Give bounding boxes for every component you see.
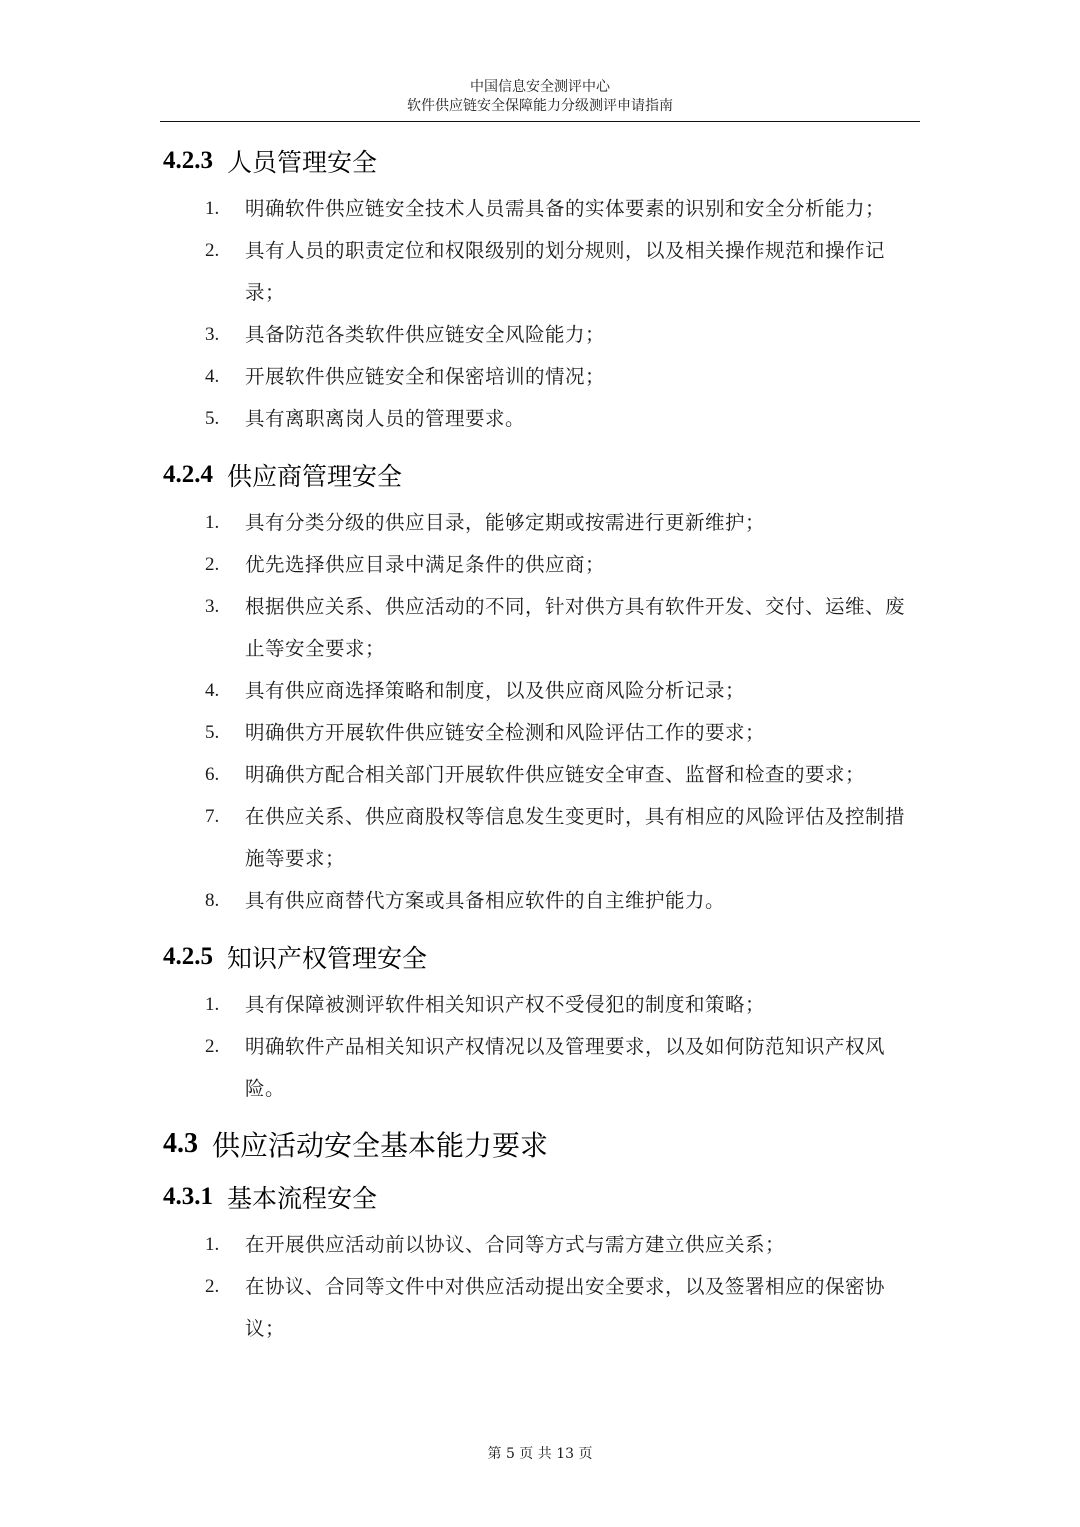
item-text: 优先选择供应目录中满足条件的供应商； (245, 553, 606, 576)
item-text: 明确供方开展软件供应链安全检测和风险评估工作的要求； (245, 721, 766, 744)
item-number: 1. (205, 512, 220, 533)
heading-4-3-1 (163, 1174, 923, 1220)
heading-4-2-3 (163, 138, 923, 184)
item-number: 1. (205, 198, 220, 219)
item-text: 明确软件产品相关知识产权情况以及管理要求，以及如何防范知识产权风险。 (245, 1035, 886, 1100)
item-text: 具有供应商选择策略和制度，以及供应商风险分析记录； (245, 679, 746, 702)
list-item (163, 1266, 923, 1350)
item-number: 5. (205, 722, 220, 743)
item-number: 6. (205, 764, 220, 785)
list-item (163, 880, 923, 922)
header-doc-title: 软件供应链安全保障能力分级测评申请指南 (407, 98, 673, 114)
item-text: 具备防范各类软件供应链安全风险能力； (245, 323, 606, 346)
header-divider (160, 121, 920, 122)
list-item (163, 586, 923, 670)
list-item (163, 356, 923, 398)
heading-title: 知识产权管理安全 (227, 944, 428, 973)
document-body (163, 138, 923, 1350)
heading-number: 4.2.4 (163, 461, 213, 488)
list-item (163, 1224, 923, 1266)
page-footer: 第 5 页 共 13 页 (487, 1446, 593, 1462)
item-text: 具有供应商替代方案或具备相应软件的自主维护能力。 (245, 889, 726, 912)
heading-number: 4.2.3 (163, 147, 213, 174)
list-item (163, 796, 923, 880)
list-4-2-3 (163, 188, 923, 440)
heading-4-3 (163, 1118, 923, 1170)
list-item (163, 1026, 923, 1110)
header-org: 中国信息安全测评中心 (470, 79, 610, 95)
item-number: 3. (205, 596, 220, 617)
heading-title: 基本流程安全 (227, 1184, 378, 1213)
item-text: 具有人员的职责定位和权限级别的划分规则，以及相关操作规范和操作记录； (245, 239, 886, 304)
list-item (163, 754, 923, 796)
item-number: 1. (205, 1234, 220, 1255)
list-item (163, 398, 923, 440)
page-header (160, 78, 920, 116)
heading-4-2-5 (163, 934, 923, 980)
heading-title: 人员管理安全 (227, 148, 378, 177)
list-4-2-5 (163, 984, 923, 1110)
item-text: 具有保障被测评软件相关知识产权不受侵犯的制度和策略； (245, 993, 766, 1016)
item-text: 开展软件供应链安全和保密培训的情况； (245, 365, 606, 388)
list-item (163, 984, 923, 1026)
item-number: 2. (205, 240, 220, 261)
heading-number: 4.2.5 (163, 943, 213, 970)
item-number: 1. (205, 994, 220, 1015)
item-text: 根据供应关系、供应活动的不同，针对供方具有软件开发、交付、运维、废止等安全要求； (245, 595, 906, 660)
list-4-2-4 (163, 502, 923, 922)
heading-title: 供应商管理安全 (227, 462, 403, 491)
item-number: 5. (205, 408, 220, 429)
item-number: 4. (205, 680, 220, 701)
item-number: 7. (205, 806, 220, 827)
item-number: 2. (205, 1276, 220, 1297)
item-text: 在供应关系、供应商股权等信息发生变更时，具有相应的风险评估及控制措施等要求； (245, 805, 906, 870)
item-number: 2. (205, 554, 220, 575)
heading-number: 4.3.1 (163, 1183, 213, 1210)
item-number: 2. (205, 1036, 220, 1057)
list-item (163, 314, 923, 356)
item-text: 在开展供应活动前以协议、合同等方式与需方建立供应关系； (245, 1233, 786, 1256)
item-number: 4. (205, 366, 220, 387)
item-number: 8. (205, 890, 220, 911)
item-text: 在协议、合同等文件中对供应活动提出安全要求，以及签署相应的保密协议； (245, 1275, 886, 1340)
item-text: 明确供方配合相关部门开展软件供应链安全审查、监督和检查的要求； (245, 763, 866, 786)
heading-4-2-4 (163, 452, 923, 498)
item-text: 明确软件供应链安全技术人员需具备的实体要素的识别和安全分析能力； (245, 197, 886, 220)
item-text: 具有离职离岗人员的管理要求。 (245, 407, 526, 430)
item-text: 具有分类分级的供应目录，能够定期或按需进行更新维护； (245, 511, 766, 534)
heading-number: 4.3 (163, 1128, 198, 1159)
list-4-3-1 (163, 1224, 923, 1350)
item-number: 3. (205, 324, 220, 345)
list-item (163, 544, 923, 586)
list-item (163, 670, 923, 712)
heading-title: 供应活动安全基本能力要求 (212, 1129, 549, 1162)
list-item (163, 188, 923, 230)
list-item (163, 712, 923, 754)
list-item (163, 230, 923, 314)
list-item (163, 502, 923, 544)
